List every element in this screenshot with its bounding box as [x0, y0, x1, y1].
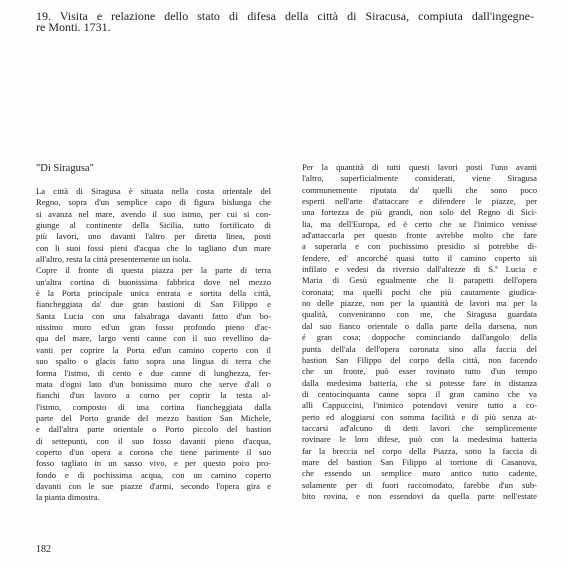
text-line: lia, ma dell'Europa, ed è certo che se l'inimico venisse: [302, 218, 537, 229]
text-line: che un fronte, può esser rovinato tutto d'un tempo: [302, 366, 537, 377]
chapter-title-line: re Monti. 1731.: [36, 20, 111, 35]
text-line: fondo e di pochissima acqua, con un camino coperto: [36, 469, 271, 480]
text-line: che essendo un semplice muro antico tutto cadente,: [302, 468, 537, 479]
text-line: dal suo fianco orientale o dalla parte della darsena, non: [302, 320, 537, 331]
text-line: fiancheggiata da' due gran bastioni di San Filippo e: [36, 299, 271, 310]
text-line: coronata; ma quelli pochi che più cautamente giudica-: [302, 286, 537, 297]
text-line: rovinare le loro difese, può con la medesima batteria: [302, 434, 537, 445]
text-line: Per la quantità di tutti questi lavori posti l'uno avanti: [302, 162, 537, 172]
paragraph: [302, 162, 537, 502]
text-line: mata d'ogni lato d'un bonissimo muro che serve d'ali o: [36, 378, 271, 389]
text-line: vanti per coprire la Porta ed'un camino coperto con il: [36, 344, 271, 355]
text-line: giunge al continente della Sicilia, tutto fortificato di: [36, 220, 271, 231]
text-line: perto ed aloggiarsi con somma facilità e di più senza at-: [302, 411, 537, 422]
text-line: e dall'altra parte orientale o Porto piccolo del bastion: [36, 424, 271, 435]
text-line: qualità, conveniranno con me, che Siragusa guardata: [302, 309, 537, 320]
text-line: ad'attaccarla per questo fronte avrebbe molto che fare: [302, 230, 537, 241]
paragraph: [36, 186, 271, 265]
text-line: l'altro, superficialmente considerati, viene Siragusa: [302, 173, 537, 184]
text-line: a superarla e con pochissimo presidio si potrebbe di-: [302, 241, 537, 252]
text-line: taccarsi ad'alcuno di detti lavori che semplicemente: [302, 422, 537, 433]
text-line: mare del bastion San Filippo al torrione di Casanova,: [302, 456, 537, 467]
text-line: solamente per di fuori raccomodato, farebbe d'un sub-: [302, 479, 537, 490]
text-line: di centocinquanta canne sopra il gran camino che va: [302, 388, 537, 399]
text-line: all'altro, resta la città presentemente un isola.: [36, 254, 191, 265]
text-line: la pianta dimostra.: [36, 492, 100, 503]
text-line: Santa Lucia con una falsabraga davanti fatto d'un bo-: [36, 310, 271, 321]
text-line: Copre il fronte di questa piazza per la parte di terra: [36, 265, 271, 276]
chapter-title: [36, 8, 534, 35]
text-line: no delle piazze, non per la quantità de lavori ma per la: [302, 298, 537, 309]
text-line: parte del Porto grande del mezzo bastion San Michele,: [36, 412, 271, 423]
section-heading: "Di Siragusa": [36, 163, 94, 174]
text-line: esperti nell'arte d'attaccare e difendere le piazze, per: [302, 196, 537, 207]
text-line: alli Cappuccini, l'inimico potendovi venire tutto a co-: [302, 400, 537, 411]
text-line: bito rovina, e non essendovi da quella parte nell'estate: [302, 490, 537, 501]
text-line: dalla medesima batteria, che si potesse fare in distanza: [302, 377, 537, 388]
text-line: communemente riputata da' quelli che sono poco: [302, 184, 537, 195]
text-line: Regno, sopra d'un semplice capo di figura bislunga che: [36, 197, 271, 208]
left-column: [36, 162, 271, 504]
text-line: forma l'istmo, di cento e due canne di lunghezza, fer-: [36, 367, 271, 378]
page-number: 182: [36, 544, 51, 555]
text-line: con li suoi fossi pieni d'acqua che lo tagliano d'un mare: [36, 242, 271, 253]
text-line: un'altra cortina di buonissima fabbrica dove nel mezzo: [36, 276, 271, 287]
text-line: fosso tagliato in un sasso vivo, e per questo poco pro-: [36, 458, 271, 469]
text-line: suo spalto o glacis fatto sopra una lingua di terra che: [36, 356, 271, 367]
text-line: bastion San Filippo del corpo della città, non facendo: [302, 354, 537, 365]
text-line: La città di Siragusa è situata nella costa orientale del: [36, 186, 271, 196]
text-line: fianchi d'un lavoro a corno per coprir la testa al-: [36, 390, 271, 401]
text-line: davanti con le sue piazze d'armi, secondo l'opera gira e: [36, 480, 271, 491]
right-column: [302, 162, 537, 502]
text-line: si avanza nel mare, avendo il suo istmo, per cui si con-: [36, 208, 271, 219]
text-line: punta dell'ala dell'opera coronata sino alla faccia del: [302, 343, 537, 354]
paragraph: [36, 265, 271, 503]
text-line: fendere, ed' ancorché quasi tutto il camino coperto sii: [302, 252, 537, 263]
text-line: di settepunti, con il suo fosso davanti pieno d'acqua,: [36, 435, 271, 446]
text-line: nissimo muro ed'un gran fosso profondo pieno d'ac-: [36, 322, 271, 333]
text-line: infilato e vedesi da riversio dall'altezze di S.ª Lucia e: [302, 264, 537, 275]
text-line: più lavori, uno davanti l'altro per diretta linea, posti: [36, 231, 271, 242]
text-line: l'istmo, composto di una cortina fiancheggiata dalla: [36, 401, 271, 412]
text-line: una fortezza de più grandi, non solo del Regno di Sici-: [302, 207, 537, 218]
chapter-title-line: 19. Visita e relazione dello stato di difesa della città di Siracusa, compiuta dall'ingegne-: [36, 9, 534, 23]
text-line: è la Porta principale unica entrata e sortita della città,: [36, 288, 271, 299]
text-line: Maria di Gesù egualmente che li parapetti dell'opera: [302, 275, 537, 286]
text-line: coperto d'un opera a corona che tiene parimente il suo: [36, 446, 271, 457]
text-line: qua del mare, largo venti canne con il suo revellino da-: [36, 333, 271, 344]
text-line: far la breccia nel corpo della Piazza, sotto la faccia di: [302, 445, 537, 456]
text-line: é gran cosa; doppoche cominciando dall'angolo della: [302, 332, 537, 343]
